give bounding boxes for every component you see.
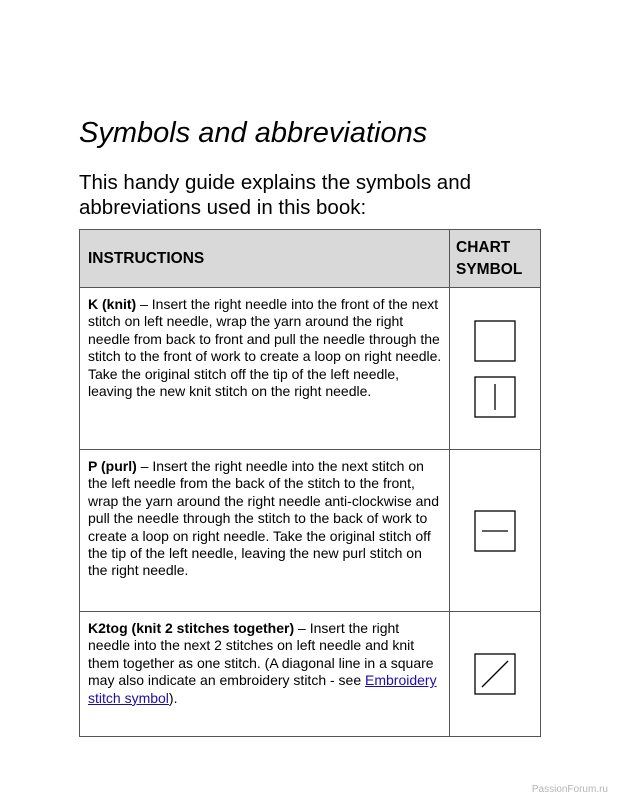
instruction-description: – Insert the right needle into the next 2 stitches on left needle and knit them together as one stitch. (A diagonal line in a square may also indicate an embroidery stitch - see: [88, 620, 434, 689]
table-row: [80, 450, 541, 612]
diagonal-line-square-icon: [474, 653, 516, 695]
instruction-term: K2tog (knit 2 stitches together): [88, 620, 295, 636]
table-row: [80, 612, 541, 737]
instruction-description-end: ).: [168, 689, 178, 706]
empty-square-icon: [474, 320, 516, 362]
symbol-cell: [450, 612, 541, 737]
page-title: Symbols and abbreviations: [79, 117, 428, 149]
table-row: [80, 288, 541, 450]
table-header-row: [80, 230, 541, 288]
instruction-description: – Insert the right needle into the front of the next stitch on left needle, wrap the yarn around the right needle from back to front and pull the needle through the stitch to the front of work to create a loop on right needle. Take the original stitch off the tip of the left needle, leaving the new knit stitch on the right needle.: [88, 296, 442, 400]
horizontal-line-square-icon: [474, 510, 516, 552]
header-chart-symbol: CHART SYMBOL: [450, 230, 541, 288]
instruction-description: – Insert the right needle into the next stitch on the left needle from the back of the stitch to the front, wrap the yarn around the right needle anti-clockwise and pull the needle through the stitch to the back of work to create a loop on right needle. Take the original stitch off the tip of the left needle, leaving the new purl stitch on the right needle.: [88, 458, 439, 579]
instruction-term: P (purl): [88, 458, 137, 474]
symbol-cell: [450, 450, 541, 612]
header-instructions: INSTRUCTIONS: [80, 230, 450, 288]
watermark: PassionForum.ru: [531, 784, 608, 795]
instruction-cell: [80, 288, 450, 450]
instruction-cell: [80, 450, 450, 612]
symbols-table: [79, 229, 541, 737]
vertical-line-square-icon: [474, 376, 516, 418]
symbol-cell: [450, 288, 541, 450]
embroidery-stitch-link[interactable]: Embroidery stitch symbol: [88, 672, 437, 706]
intro-text: This handy guide explains the symbols and abbreviations used in this book:: [79, 171, 472, 219]
instruction-term: K (knit): [88, 296, 137, 312]
instruction-cell: [80, 612, 450, 737]
